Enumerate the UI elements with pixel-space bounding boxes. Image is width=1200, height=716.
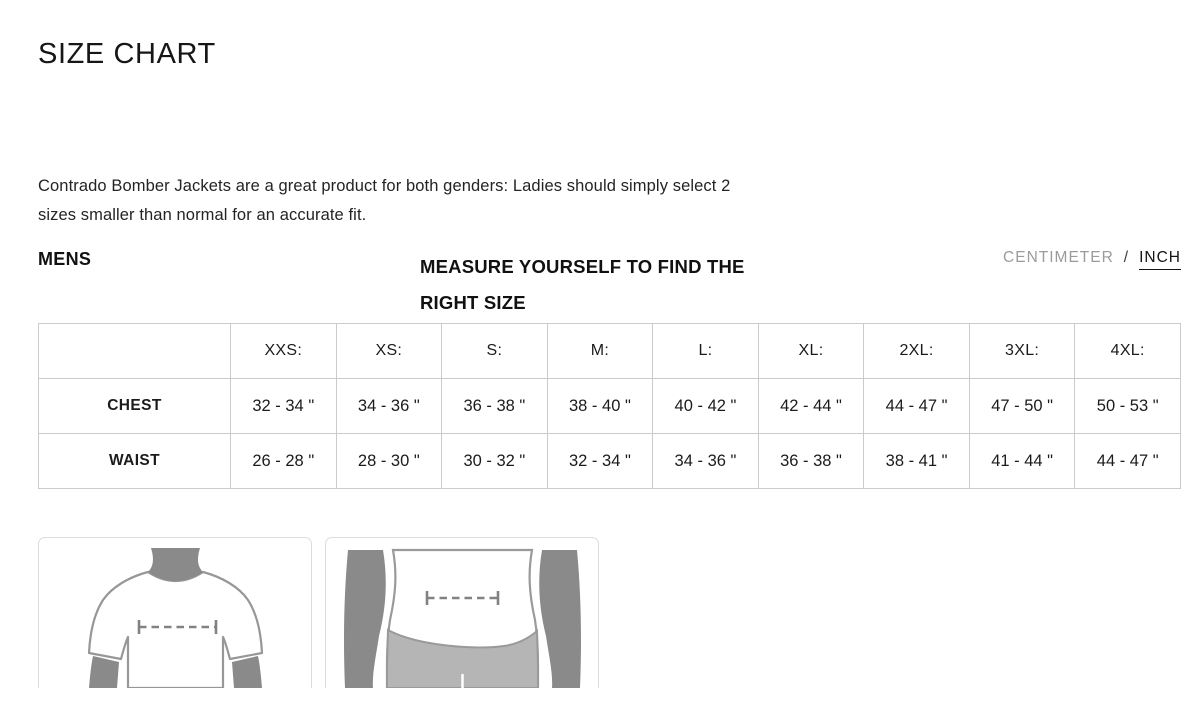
size-column-header: 4XL: [1075, 324, 1181, 379]
left-forearm [89, 656, 119, 688]
table-cell: 36 - 38 " [442, 379, 548, 434]
right-arm [539, 550, 581, 688]
size-table [38, 323, 1181, 489]
table-header-row [39, 324, 1181, 379]
table-cell: 41 - 44 " [969, 434, 1075, 489]
size-column-header: XL: [758, 324, 864, 379]
size-column-header: 2XL: [864, 324, 970, 379]
waist-diagram-card [325, 537, 599, 688]
page-title: SIZE CHART [38, 38, 216, 70]
chest-diagram-card [38, 537, 312, 688]
row-label-waist: WAIST [39, 434, 231, 489]
table-cell: 47 - 50 " [969, 379, 1075, 434]
product-description [38, 172, 730, 230]
unit-toggle [1003, 249, 1181, 270]
size-column-header: XXS: [231, 324, 337, 379]
table-row-chest [39, 379, 1181, 434]
table-cell: 42 - 44 " [758, 379, 864, 434]
unit-inch-link[interactable]: INCH [1139, 249, 1181, 270]
description-line: sizes smaller than normal for an accurate fit. [38, 206, 367, 224]
table-cell: 38 - 41 " [864, 434, 970, 489]
neck-shape [148, 548, 203, 581]
table-cell: 44 - 47 " [864, 379, 970, 434]
table-corner-cell [39, 324, 231, 379]
table-cell: 50 - 53 " [1075, 379, 1181, 434]
description-line: Contrado Bomber Jackets are a great product for both genders: Ladies should simply select 2 [38, 177, 731, 195]
measure-heading-line: RIGHT SIZE [420, 291, 526, 313]
size-column-header: 3XL: [969, 324, 1075, 379]
table-cell: 34 - 36 " [336, 379, 442, 434]
left-arm [344, 550, 386, 688]
table-row-waist [39, 434, 1181, 489]
right-forearm [232, 656, 262, 688]
gender-label-mens: MENS [38, 249, 92, 269]
table-cell: 36 - 38 " [758, 434, 864, 489]
measure-heading [420, 249, 745, 320]
waist-measurement-diagram [326, 538, 598, 688]
unit-separator: / [1123, 249, 1130, 266]
table-cell: 32 - 34 " [547, 434, 653, 489]
unit-centimeter-link[interactable]: CENTIMETER [1003, 249, 1114, 266]
size-column-header: XS: [336, 324, 442, 379]
table-cell: 38 - 40 " [547, 379, 653, 434]
table-cell: 26 - 28 " [231, 434, 337, 489]
size-column-header: M: [547, 324, 653, 379]
measure-heading-line: MEASURE YOURSELF TO FIND THE [420, 256, 745, 277]
table-cell: 44 - 47 " [1075, 434, 1181, 489]
row-label-chest: CHEST [39, 379, 231, 434]
table-cell: 32 - 34 " [231, 379, 337, 434]
size-column-header: S: [442, 324, 548, 379]
table-cell: 34 - 36 " [653, 434, 759, 489]
size-column-header: L: [653, 324, 759, 379]
chest-measurement-diagram [39, 538, 311, 688]
table-cell: 28 - 30 " [336, 434, 442, 489]
table-cell: 40 - 42 " [653, 379, 759, 434]
table-cell: 30 - 32 " [442, 434, 548, 489]
